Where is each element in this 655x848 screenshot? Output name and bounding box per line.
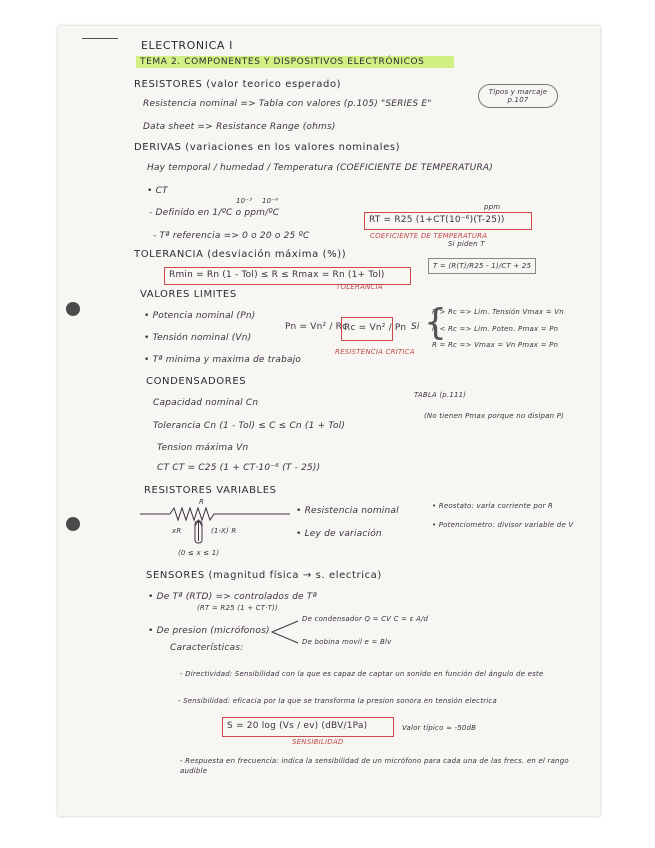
sensores-sub: (RT = R25 (1 + CT·T)): [197, 604, 279, 612]
brace-icon: {: [424, 302, 448, 343]
top-rule: [82, 38, 118, 39]
tabla-note: TABLA (p.111): [414, 391, 467, 399]
derivas-ct: • CT: [147, 186, 168, 196]
rt-formula: RT = R25 (1+CT(10⁻⁶)(T-25)): [369, 215, 505, 225]
valores-heading: VALORES LIMITES: [140, 289, 237, 300]
s-formula: S = 20 log (Vs / ev) (dBV/1Pa): [227, 721, 368, 731]
cond-line: Tolerancia Cn (1 - Tol) ≤ C ≤ Cn (1 + Tol): [153, 421, 346, 431]
derivas-heading: DERIVAS (variaciones en los valores nominales): [134, 142, 401, 153]
punch-hole: [66, 302, 80, 316]
variables-bullet: • Resistencia nominal: [296, 506, 399, 516]
rc-label: RESISTENCIA CRITICA: [335, 348, 415, 356]
tipos-note: Tipos y marcaje p.107: [478, 84, 558, 108]
valor-tipico: Valor típico ≈ -50dB: [402, 724, 477, 732]
variables-note: • Potenciometro: divisor variable de V: [432, 521, 574, 529]
variables-bullet: • Ley de variación: [296, 529, 382, 539]
r-label: R: [199, 498, 205, 506]
sensores-heading: SENSORES (magnitud física → s. electrica): [146, 570, 382, 581]
xr-label: xR: [172, 527, 182, 535]
si-word: Si: [411, 322, 420, 332]
cond-line: Tension máxima Vn: [157, 443, 249, 453]
condition: R < Rc => Lim. Poten. Pmax = Pn: [432, 325, 559, 333]
sensor-type: De bobina movil e = Blv: [302, 638, 392, 646]
cursor-arrow-icon: [192, 517, 206, 545]
valores-line: • Tª minima y maxima de trabajo: [144, 355, 302, 365]
derivas-definido: - Definido en 1/ºC o ppm/ºC: [149, 208, 280, 218]
branch-icon: [270, 618, 300, 646]
tolerancia-heading: TOLERANCIA (desviación máxima (%)): [134, 249, 347, 260]
respuesta: - Respuesta en frecuencia: indica la sensibilidad de un micrófono para cada una de las frecs. en el rango audible: [180, 757, 569, 775]
page-title: ELECTRONICA I: [141, 39, 233, 52]
condition: R > Rc => Lim. Tensión Vmax = Vn: [432, 308, 564, 316]
tema-heading: TEMA 2. COMPONENTES Y DISPOSITIVOS ELECTRÓNICOS: [140, 57, 425, 67]
s-label: SENSIBILIDAD: [292, 738, 344, 746]
potentiometer-icon: [140, 504, 300, 528]
sensibilidad: - Sensibilidad: eficacia por la que se transforma la presion sonora en tensión electrica: [178, 697, 497, 705]
resistores-line: Data sheet => Resistance Range (ohms): [143, 122, 336, 132]
tolerancia-formula: Rmin = Rn (1 - Tol) ≤ R ≤ Rmax = Rn (1+ Tol): [169, 270, 385, 280]
cond-line: CT CT = C25 (1 + CT·10⁻⁶ (T - 25)): [157, 463, 321, 473]
exponent: 10⁻³: [236, 197, 253, 205]
variables-heading: RESISTORES VARIABLES: [144, 485, 277, 496]
sensores-line: • De Tª (RTD) => controlados de Tª: [148, 592, 317, 602]
side-formula: T = (R(T)/R25 - 1)/CT + 25: [428, 258, 536, 274]
condensadores-heading: CONDENSADORES: [146, 376, 247, 387]
sensor-type: De condensador Q = CV C = ε A/d: [302, 615, 429, 623]
side-note: Si piden T: [448, 240, 485, 248]
variables-note: • Reostato: varía corriente por R: [432, 502, 554, 510]
exponent: 10⁻⁶: [262, 197, 279, 205]
nota: (No tienen Pmax porque no disipan P): [424, 412, 565, 420]
directividad: - Directividad: Sensibilidad con la que es capaz de captar un sonido en función del ángulo de este: [180, 670, 544, 678]
ppm-note: ppm: [484, 203, 501, 211]
derivas-line: Hay temporal / humedad / Temperatura (COEFICIENTE DE TEMPERATURA): [147, 163, 493, 173]
resistores-line: Resistencia nominal => Tabla con valores (p.105) "SERIES E": [143, 99, 432, 109]
range-label: (0 ≤ x ≤ 1): [178, 549, 220, 557]
cursor-label: (1-X) R: [211, 527, 237, 535]
coef-label: COEFICIENTE DE TEMPERATURA: [370, 232, 488, 240]
valores-line: • Tensión nominal (Vn): [144, 333, 252, 343]
derivas-ref: - Tª referencia => 0 o 20 o 25 ºC: [153, 231, 310, 241]
cond-line: Capacidad nominal Cn: [153, 398, 259, 408]
rc-equation: Rc = Vn² / Pn: [344, 323, 407, 333]
resistores-heading: RESISTORES (valor teorico esperado): [134, 79, 342, 90]
condition: R = Rc => Vmax = Vn Pmax = Pn: [432, 341, 559, 349]
valores-line: • Potencia nominal (Pn): [144, 311, 256, 321]
sensores-line: • De presion (micrófonos): [148, 626, 270, 636]
caracteristicas: Características:: [170, 643, 244, 653]
tolerancia-label: TOLERANCIA: [336, 283, 383, 291]
pn-equation: Pn = Vn² / Rc: [285, 322, 348, 332]
punch-hole: [66, 517, 80, 531]
